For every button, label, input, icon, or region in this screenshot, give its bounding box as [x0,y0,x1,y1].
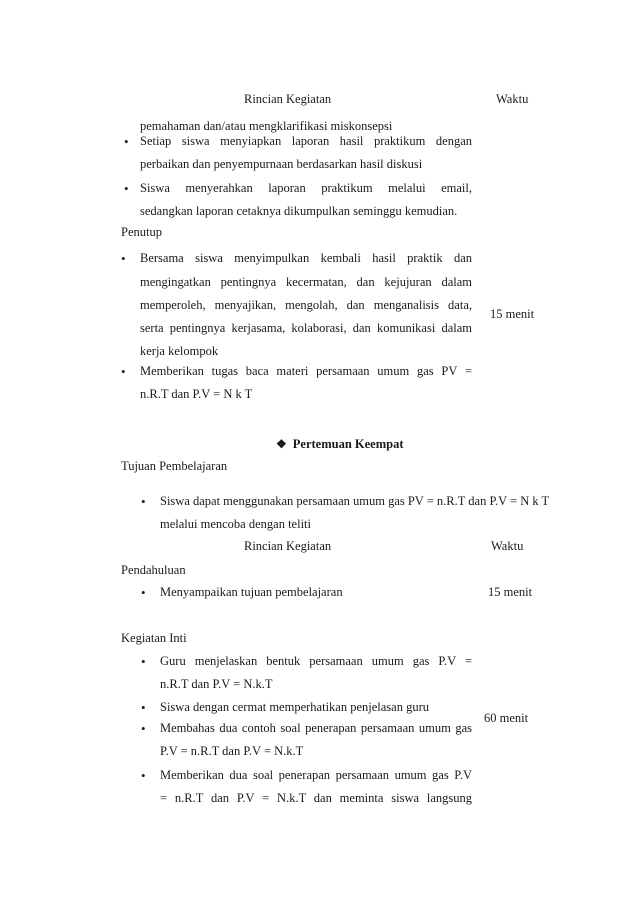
list-item-line: kerja kelompok [140,344,219,358]
table-header-time: Waktu [491,539,524,553]
section-label-penutup: Penutup [121,225,162,239]
list-item-line: mengingatkan pentingnya kecermatan, dan kejujuran dalam [140,275,472,289]
bullet-icon: • [141,700,146,715]
list-item-line: melalui mencoba dengan teliti [160,517,311,531]
bullet-icon: • [141,494,146,509]
list-item-line: Memberikan dua soal penerapan persamaan umum gas P.V [160,768,472,782]
bullet-icon: • [124,181,129,196]
bullet-icon: • [124,134,129,149]
bullet-icon: • [141,654,146,669]
table-header-activity: Rincian Kegiatan [244,539,332,553]
list-item-line: memperoleh, menyajikan, mengolah, dan menganalisis data, [140,298,472,312]
list-item-line: n.R.T dan P.V = N.k.T [160,677,273,691]
section-label-inti: Kegiatan Inti [121,631,187,645]
duration-inti: 60 menit [484,711,529,725]
list-item-line: Setiap siswa menyiapkan laporan hasil praktikum dengan [140,134,472,148]
list-item-line: Siswa menyerahkan laporan praktikum melalui email, [140,181,472,195]
diamond-bullet-icon: ❖ [276,437,287,451]
list-item-line: perbaikan dan penyempurnaan berdasarkan hasil diskusi [140,157,423,171]
continued-text: pemahaman dan/atau mengklarifikasi miskonsepsi [140,119,393,133]
list-item-line: Siswa dengan cermat memperhatikan penjelasan guru [160,700,430,714]
table-header-time: Waktu [496,92,529,106]
list-item-line: Siswa dapat menggunakan persamaan umum gas PV = n.R.T dan P.V = N k T [160,494,550,508]
list-item-line: Menyampaikan tujuan pembelajaran [160,585,343,599]
bullet-icon: • [141,721,146,736]
bullet-icon: • [141,768,146,783]
section-label-tujuan: Tujuan Pembelajaran [121,459,228,473]
list-item-line: P.V = n.R.T dan P.V = N.k.T [160,744,304,758]
bullet-icon: • [141,585,146,600]
duration-penutup: 15 menit [490,307,535,321]
bullet-icon: • [121,251,126,266]
list-item-line: Memberikan tugas baca materi persamaan umum gas PV = [140,364,472,378]
bullet-icon: • [121,364,126,379]
list-item-line: Guru menjelaskan bentuk persamaan umum gas P.V = [160,654,472,668]
list-item-line: Bersama siswa menyimpulkan kembali hasil praktik dan [140,251,472,265]
list-item-line: = n.R.T dan P.V = N.k.T dan meminta siswa langsung [160,791,472,805]
table-header-activity: Rincian Kegiatan [244,92,332,106]
meeting-title: ❖ Pertemuan Keempat [276,437,404,451]
list-item-line: serta pentingnya kerjasama, kolaborasi, dan komunikasi dalam [140,321,472,335]
duration-pendahuluan: 15 menit [488,585,533,599]
list-item-line: sedangkan laporan cetaknya dikumpulkan seminggu kemudian. [140,204,458,218]
section-label-pendahuluan: Pendahuluan [121,563,186,577]
list-item-line: n.R.T dan P.V = N k T [140,387,253,401]
list-item-line: Membahas dua contoh soal penerapan persamaan umum gas [160,721,472,735]
